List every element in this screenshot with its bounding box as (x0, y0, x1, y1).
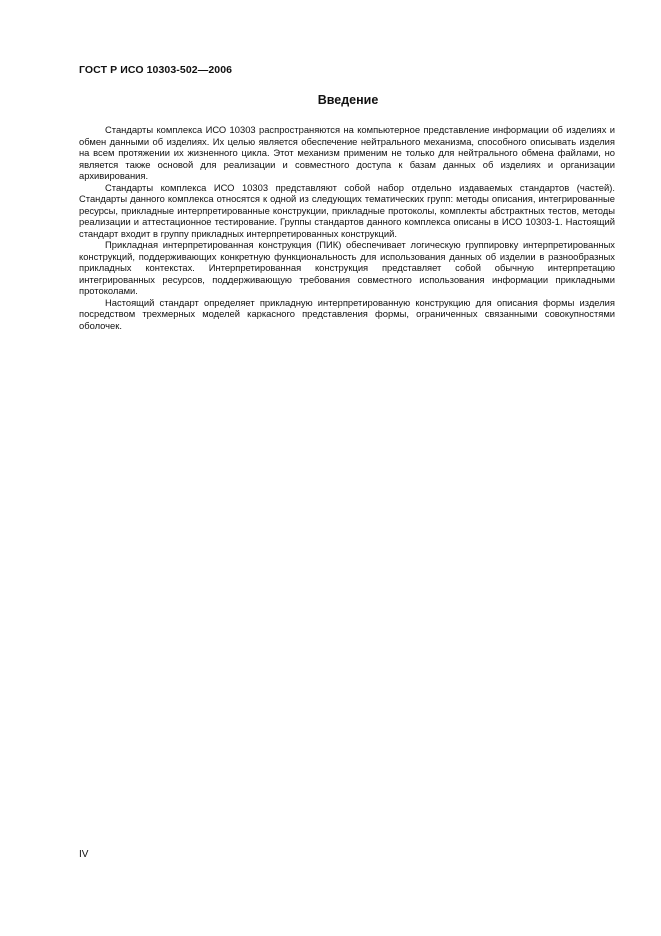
paragraph: Стандарты комплекса ИСО 10303 представляют собой набор отдельно издаваемых стандартов (частей). Стандарты данного комплекса относятся к одной из следующих тематических групп: методы описания, интегрированные ресурсы, прикладные интерпретированные конструкции, прикладные протоколы, комплекты абстрактных тестов, методы реализации и аттестационное тестирование. Группы стандартов данного комплекса описаны в ИСО 10303-1. Настоящий стандарт входит в группу прикладных интерпретированных конструкций. (79, 181, 615, 239)
paragraph: Настоящий стандарт определяет прикладную интерпретированную конструкцию для описания формы изделия посредством трехмерных моделей каркасного представления формы, ограниченных связанными совокупностями оболочек. (79, 296, 615, 331)
section-title: Введение (317, 93, 379, 107)
page-number: IV (79, 849, 89, 860)
document-code: ГОСТ Р ИСО 10303-502—2006 (79, 64, 233, 76)
paragraph: Прикладная интерпретированная конструкция (ПИК) обеспечивает логическую группировку интерпретированных конструкций, поддерживающих конкретную функциональность для использования данных об изделии в разнообразных прикладных контекстах. Интерпретированная конструкция представляет собой обычную интерпретацию интегрированных ресурсов, поддерживающую требования совместного использования информации прикладными протоколами. (79, 239, 615, 296)
paragraph: Стандарты комплекса ИСО 10303 распространяются на компьютерное представление информации об изделиях и обмен данными об изделиях. Их целью является обеспечение нейтрального механизма, способного описывать изделия на всем протяжении их жизненного цикла. Этот механизм применим не только для нейтрального обмена файлами, но является также основой для реализации и совместного доступа к базам данных об изделиях и организации архивирования. (79, 124, 615, 181)
body-text (79, 124, 615, 331)
